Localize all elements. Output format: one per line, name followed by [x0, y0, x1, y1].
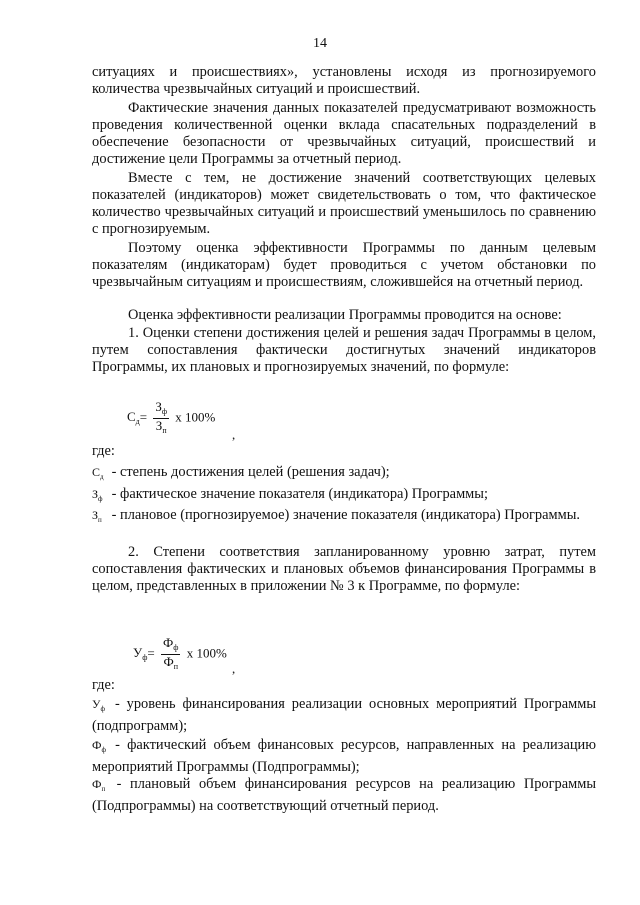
- definition-zp-text: - плановое (прогнозируемое) значение показателя (индикатора) Программы.: [111, 507, 580, 523]
- formula-multiplier: x 100%: [175, 409, 216, 425]
- formula-multiplier: x 100%: [186, 645, 227, 661]
- formula-numerator: $З_ф$: [153, 400, 169, 419]
- paragraph-evaluation-basis: Оценка эффективности реализации Программы проводится на основе:: [128, 307, 562, 323]
- symbol-ff: $Ф_ф$: [92, 738, 107, 754]
- formula-denominator: $Ф_п$: [163, 654, 179, 671]
- paragraph-evaluation-method: Поэтому оценка эффективности Программы по данным целевым показателям (индикаторам) будет проводиться с учетом обстановки по чрезвычайным ситуациям и происшествиям, сложившейся на отчетный период.: [92, 240, 596, 290]
- formula-goal-achievement: [127, 400, 215, 437]
- formula-numerator: $Ф_ф$: [161, 636, 180, 655]
- definition-uf: [92, 696, 596, 735]
- paragraph-continuation: ситуациях и происшествиях», установлены исходя из прогнозируемого количества чрезвычайных ситуаций и происшествий.: [92, 64, 596, 97]
- formula-comma: ,: [232, 661, 236, 676]
- definition-fp: [92, 776, 596, 815]
- where-label: где:: [92, 677, 115, 693]
- symbol-zf: $З_ф$: [92, 487, 103, 503]
- formula-funding-level: [133, 636, 227, 673]
- definition-zf-text: - фактическое значение показателя (индикатора) Программы;: [111, 486, 488, 502]
- formula-fraction: [153, 400, 169, 437]
- formula-denominator: $З_п$: [155, 418, 167, 435]
- paragraph-criterion-1: 1. Оценки степени достижения целей и решения задач Программы в целом, путем сопоставления фактически достигнутых значений индикаторов Программы, их плановых и прогнозируемых значений, по формуле:: [92, 325, 596, 375]
- definition-zf: [92, 486, 596, 508]
- definition-cd: [92, 464, 596, 486]
- formula-fraction: [161, 636, 180, 673]
- definition-uf-text: - уровень финансирования реализации основных мероприятий Программы (подпрограмм);: [92, 696, 596, 734]
- symbol-uf: $У_ф$: [92, 697, 106, 713]
- paragraph-not-achieved: Вместе с тем, не достижение значений соответствующих целевых показателей (индикаторов) может свидетельствовать о том, что фактическое количество чрезвычайных ситуаций и происшествий уменьшилось по сравнению с прогнозируемым.: [92, 170, 596, 237]
- definition-ff: [92, 737, 596, 776]
- definition-fp-text: - плановый объем финансирования ресурсов на реализацию Программы (Подпрограммы) на соответствующий отчетный период.: [92, 776, 596, 814]
- definition-ff-text: - фактический объем финансовых ресурсов, направленных на реализацию мероприятий Программы (Подпрограммы);: [92, 737, 596, 775]
- formula-lhs: $У_ф$: [133, 645, 148, 663]
- symbol-cd: $С_д$: [92, 465, 104, 481]
- formula-comma: ,: [232, 427, 236, 442]
- definition-zp: [92, 507, 596, 529]
- paragraph-criterion-2: 2. Степени соответствия запланированному уровню затрат, путем сопоставления фактических и плановых объемов финансирования Программы в целом, представленных в приложении № 3 к Программе, по формуле:: [92, 544, 596, 594]
- where-label: где:: [92, 443, 115, 459]
- formula-lhs: $С_д$: [127, 409, 140, 427]
- definition-cd-text: - степень достижения целей (решения задач);: [111, 464, 390, 480]
- symbol-fp: $Ф_п$: [92, 777, 106, 793]
- formula-equals: =: [139, 409, 148, 425]
- paragraph-actual-values: Фактические значения данных показателей предусматривают возможность проведения количественной оценки вклада спасательных подразделений в обеспечение безопасности от чрезвычайных ситуаций, происшествий и достижение цели Программы за отчетный период.: [92, 100, 596, 167]
- symbol-zp: $З_п$: [92, 508, 102, 524]
- formula-equals: =: [147, 645, 155, 661]
- page-number: 14: [313, 36, 327, 51]
